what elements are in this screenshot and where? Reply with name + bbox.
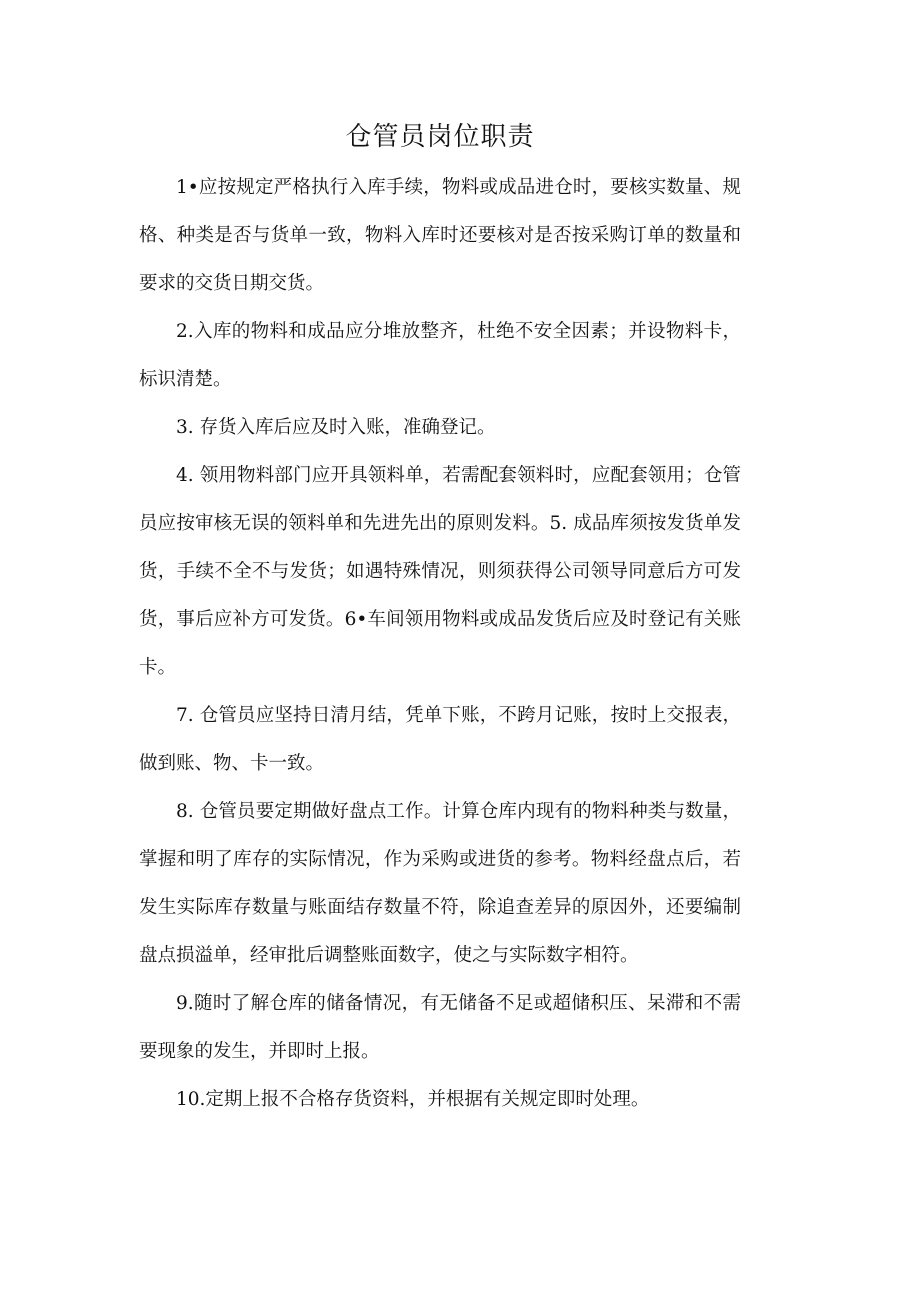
paragraph-6: 8. 仓管员要定期做好盘点工作。计算仓库内现有的物料种类与数量，掌握和明了库存的实际情况，作为采购或进货的参考。物料经盘点后，若发生实际库存数量与账面结存数量不符，除追查差异的原因外，还要编制盘点损溢单，经审批后调整账面数字，使之与实际数字相符。	[139, 801, 741, 966]
paragraph-7: 9.随时了解仓库的储备情况，有无储备不足或超储积压、呆滞和不需要现象的发生，并即时上报。	[139, 993, 741, 1062]
paragraph-8: 10.定期上报不合格存货资料，并根据有关规定即时处理。	[176, 1089, 650, 1110]
document-body	[139, 164, 741, 1124]
paragraph-5: 7. 仓管员应坚持日清月结，凭单下账，不跨月记账，按时上交报表，做到账、物、卡一致。	[139, 705, 741, 774]
paragraph-2: 2.入库的物料和成品应分堆放整齐，杜绝不安全因素；并设物料卡，标识清楚。	[139, 321, 741, 390]
document-title: 仓管员岗位职责	[345, 122, 535, 152]
paragraph-1: 1•应按规定严格执行入库手续，物料或成品进仓时，要核实数量、规格、种类是否与货单一致，物料入库时还要核对是否按采购订单的数量和要求的交货日期交货。	[139, 177, 741, 294]
paragraph-4: 4. 领用物料部门应开具领料单，若需配套领料时，应配套领用；仓管员应按审核无误的领料单和先进先出的原则发料。5. 成品库须按发货单发货，手续不全不与发货；如遇特殊情况，则须获得公司领导同意后方可发货，事后应补方可发货。6•车间领用物料或成品发货后应及时登记有关账卡。	[139, 465, 741, 678]
paragraph-3: 3. 存货入库后应及时入账，准确登记。	[176, 417, 496, 438]
